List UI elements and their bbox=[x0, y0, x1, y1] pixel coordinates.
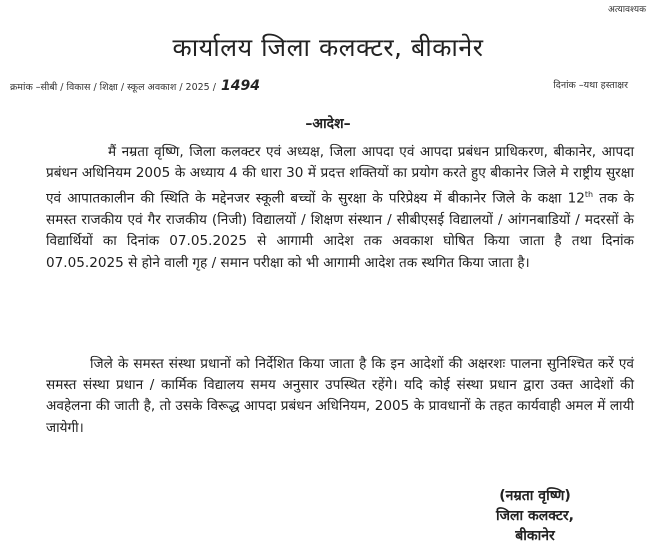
signatory-name: (नम्रता वृष्णि) bbox=[499, 488, 571, 504]
paragraph-1-superscript: th bbox=[584, 190, 594, 200]
reference-number: 1494 bbox=[220, 78, 260, 94]
order-paragraph-2: जिले के समस्त संस्था प्रधानों को निर्देशित किया जाता है कि इन आदेशों की अक्षरशः पालना सुनिश्चित करें एवं समस्त संस्था प्रधान / कार्मिक विद्यालय समय अनुसार उपस्थित रहेंगे। यदि कोई संस्था प्रधान द्वारा उक्त आदेशों की अवहेलना की जाती है, तो उसके विरूद्ध आपदा प्रबंधन अधिनियम, 2005 के प्रावधानों के तहत कार्यवाही अमल में लायी जायेगी। bbox=[46, 356, 634, 436]
urgent-marker: अत्यावश्यक bbox=[608, 5, 646, 15]
reference-text: क्रमांक –सीबी / विकास / शिक्षा / स्कूल अवकाश / 2025 / bbox=[10, 82, 216, 93]
signature-block bbox=[440, 486, 630, 546]
paragraph-1-text-rest: तक के समस्त राजकीय एवं गैर राजकीय (निजी) विद्यालयों / शिक्षण संस्थान / सीबीएसई विद्यालयों / आंगनबाडियों / मदरसों के विद्यार्थियों का दिनांक 07.05.2025 से आगामी आदेश तक अवकाश घोषित किया जाता है तथा दिनांक 07.05.2025 से होने वाली गृह / समान परीक्षा को भी आगामी आदेश तक स्थगित किया जाता है। bbox=[46, 190, 634, 271]
signatory-designation: जिला कलक्टर, bbox=[496, 508, 574, 524]
order-paragraph-1 bbox=[46, 142, 634, 274]
reference-line bbox=[10, 78, 260, 94]
signatory-place: बीकानेर bbox=[515, 528, 555, 544]
office-title: कार्यालय जिला कलक्टर, बीकानेर bbox=[172, 33, 484, 62]
order-heading: –आदेश– bbox=[305, 116, 351, 132]
paragraph-1-text: मैं नम्रता वृष्णि, जिला कलक्टर एवं अध्यक्ष, जिला आपदा एवं आपदा प्रबंधन प्राधिकरण, बीकानेर, आपदा प्रबंधन अधिनियम 2005 के अध्याय 4 की धारा 30 में प्रदत्त शक्तियों का प्रयोग करते हुए बीकानेर जिले मे राष्ट्रीय सुरक्षा एवं आपातकालीन की स्थिति के मद्देनजर स्कूली बच्चों के सुरक्षा के परिप्रेक्ष्य में बीकानेर जिले के कक्षा 12 bbox=[46, 144, 634, 207]
date-line: दिनांक –यथा हस्ताक्षर bbox=[553, 80, 628, 91]
